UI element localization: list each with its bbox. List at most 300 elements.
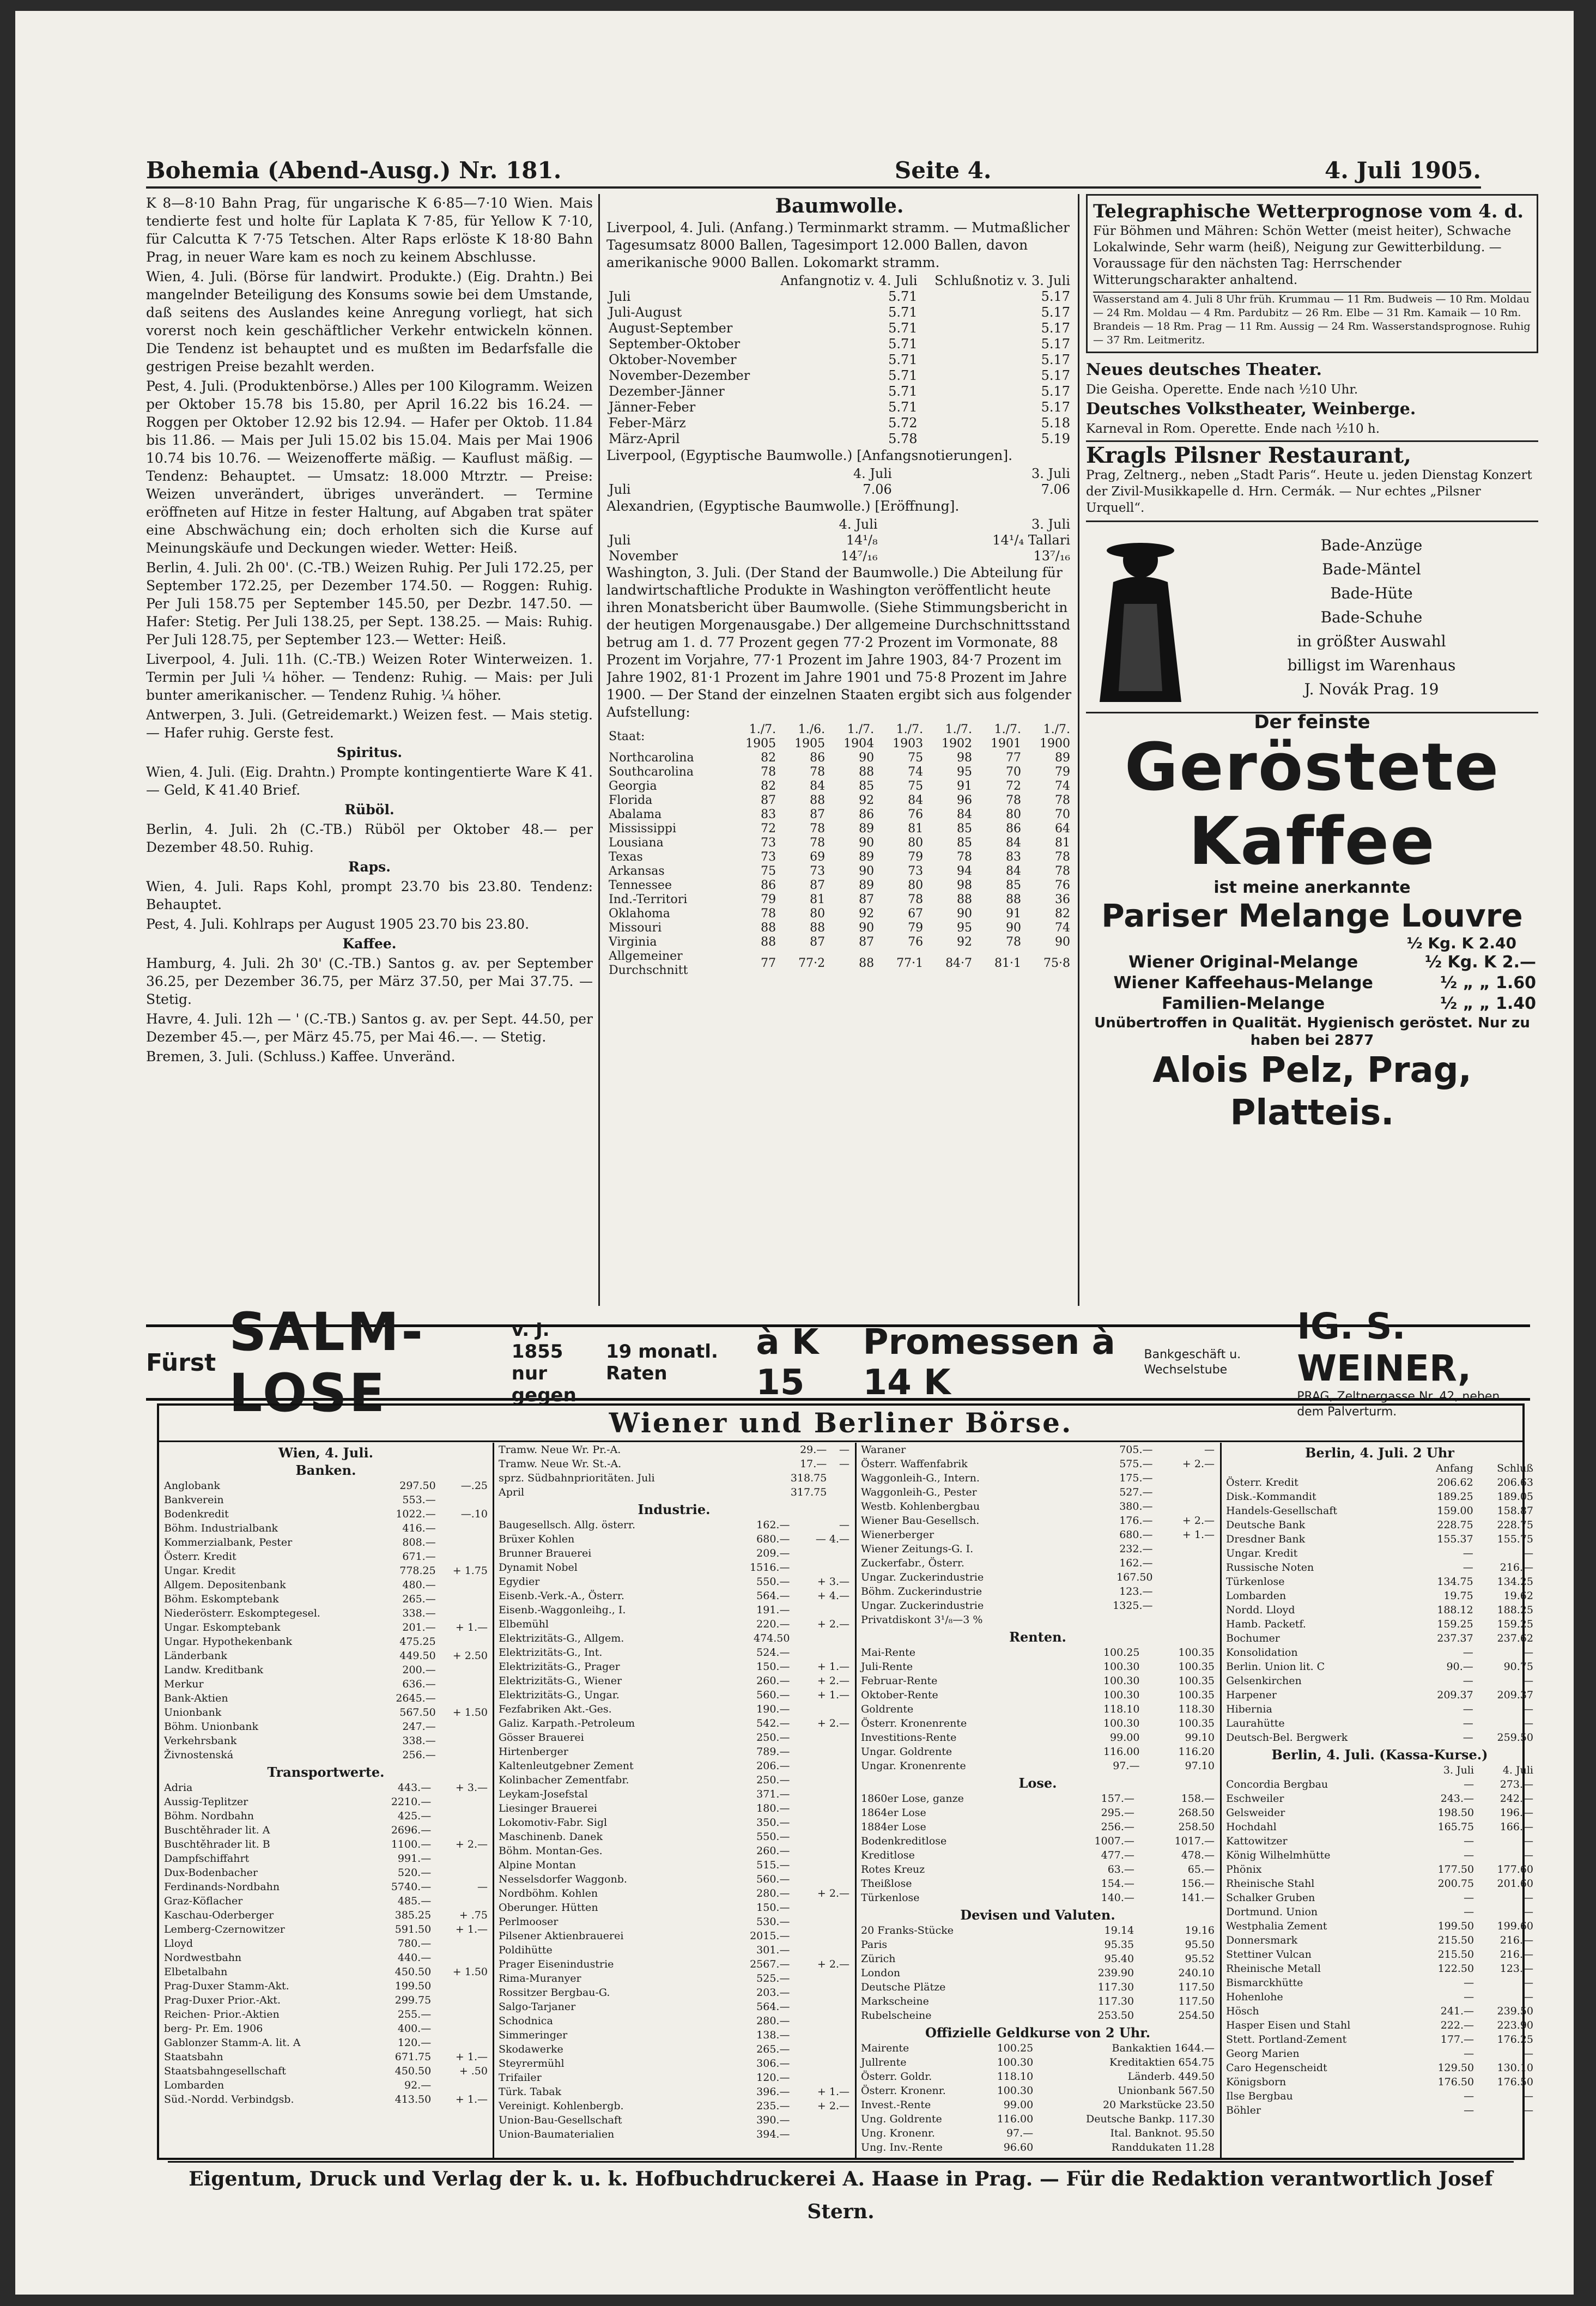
- quote-row-cell: 130.10: [1497, 2062, 1533, 2074]
- quote-row-cell: Elektrizitäts-G., Wiener: [499, 1675, 622, 1687]
- quote-row-cell: + 2.—: [817, 1958, 849, 1970]
- quote-row-cell: —.25: [460, 1480, 488, 1492]
- cotton-row: [606, 352, 1072, 368]
- market-paragraph: Havre, 4. Juli. 12h — ' (C.-TB.) Santos g. av. per Sept. 44.50, per Dezember 45.—, per März 45.75, per Mai 46.—. — Stetig.: [146, 1011, 593, 1045]
- quote-row-cell: —: [1464, 1977, 1474, 1989]
- state-row-cell: 95: [957, 765, 973, 779]
- quote-row-cell: 200.—: [402, 1664, 436, 1676]
- state-row-cell: Texas: [609, 850, 643, 864]
- quote-row: [859, 1702, 1216, 1716]
- state-row-cell: 87: [810, 879, 826, 892]
- quote-row-cell: Rheinische Metall: [1226, 1963, 1321, 1975]
- quote-row-cell: 100.35: [1178, 1717, 1215, 1729]
- quote-row-cell: [791, 2071, 851, 2085]
- quote-row-cell: Bismarckhütte: [1226, 1977, 1303, 1989]
- quote-row-cell: Mairente: [861, 2042, 909, 2054]
- quote-row-cell: 191.—: [756, 1604, 790, 1616]
- quote-row-cell: 100.30: [1103, 1689, 1140, 1701]
- quote-row-cell: Russische Noten: [1226, 1561, 1314, 1573]
- quote-header-row-cell: Schluß: [1497, 1462, 1533, 1474]
- state-row-cell: 72: [761, 822, 776, 836]
- quote-row: [859, 1542, 1216, 1556]
- quote-row: [859, 1806, 1216, 1820]
- quote-row-cell: 416.—: [402, 1522, 436, 1534]
- quote-row: [162, 2007, 489, 2021]
- coffee-small: ist meine anerkannte: [1213, 878, 1411, 897]
- quote-row-cell: Dux-Bodenbacher: [164, 1867, 258, 1879]
- quote-row-cell: 449.50: [399, 1650, 436, 1662]
- quote-row-cell: 240.10: [1178, 1967, 1215, 1979]
- quote-row: [859, 1471, 1216, 1485]
- quote-row: [162, 1734, 489, 1748]
- quote-row-cell: 29.—: [800, 1444, 827, 1456]
- state-row-cell: 86: [859, 808, 875, 821]
- quote-row-cell: [791, 2127, 851, 2141]
- boerse-divider: [855, 1443, 857, 2158]
- quote-row-cell: Stettiner Vulcan: [1226, 1948, 1312, 1960]
- egypt-heading: Liverpool, (Egyptische Baumwolle.) [Anfangsnotierungen].: [606, 447, 1013, 463]
- quote-row: [162, 1521, 489, 1535]
- quote-row-cell: 177.—: [1440, 2033, 1474, 2045]
- quote-row-cell: Böhm. Unionbank: [164, 1721, 258, 1733]
- quote-row-cell: Ungar. Eskomptebank: [164, 1621, 281, 1633]
- cotton-row-cell: 5.18: [1041, 415, 1070, 431]
- quote-row-cell: 95.40: [1104, 1953, 1134, 1965]
- quote-row-cell: 167.50: [1116, 1571, 1153, 1583]
- quote-row-cell: 100.30: [1103, 1661, 1140, 1673]
- quote-row-cell: Dresdner Bank: [1226, 1533, 1306, 1545]
- state-row-cell: 87: [810, 935, 826, 949]
- quote-row: [1224, 1631, 1535, 1645]
- quote-row-cell: [791, 1830, 851, 1844]
- weather-title: Telegraphische Wetterprognose vom 4. d.: [1093, 201, 1524, 222]
- quote-row-cell: [791, 2056, 851, 2071]
- quote-row-cell: 443.—: [397, 1782, 432, 1794]
- quote-row: [162, 1894, 489, 1908]
- state-row-cell: 78: [1006, 935, 1022, 949]
- quote-row-cell: 99.10: [1185, 1732, 1215, 1744]
- quote-row-cell: Adria: [164, 1782, 193, 1794]
- quote-row: [497, 1485, 851, 1499]
- cotton-row: [606, 415, 1072, 431]
- cotton-header-cell: [606, 273, 766, 289]
- quote-row: [1224, 1806, 1535, 1820]
- quote-row-cell: 280.—: [756, 1887, 790, 1899]
- state-row: [606, 794, 1072, 808]
- quote-row-cell: Anglobank: [164, 1480, 220, 1492]
- quote-row-cell: Buschtěhrader lit. B: [164, 1838, 270, 1850]
- quote-row: [497, 1660, 851, 1674]
- quote-row-cell: Waggonleih-G., Pester: [861, 1486, 977, 1498]
- quote-row-cell: Caro Hegenscheidt: [1226, 2062, 1327, 2074]
- quote-row: [497, 2071, 851, 2085]
- quote-row-cell: [791, 1702, 851, 1716]
- state-row-cell: 92: [859, 907, 875, 921]
- egypt-table: [606, 466, 1072, 498]
- quote-row-cell: 134.25: [1497, 1576, 1533, 1588]
- quote-row-cell: Prag-Duxer Stamm-Akt.: [164, 1980, 289, 1992]
- quote-row-cell: Böhm. Zuckerindustrie: [861, 1585, 982, 1597]
- quote-row: [1224, 1791, 1535, 1806]
- state-row-cell: 89: [859, 879, 875, 892]
- quote-row: [859, 1730, 1216, 1745]
- quote-row-cell: 222.—: [1440, 2019, 1474, 2031]
- cotton-row-cell: November-Dezember: [609, 368, 750, 383]
- quote-row-cell: [433, 2007, 489, 2021]
- state-row-cell: 81: [1055, 836, 1070, 850]
- quote-row-cell: 1100.—: [391, 1838, 432, 1850]
- quote-row: [1224, 2089, 1535, 2103]
- quote-row: [497, 2113, 851, 2127]
- state-row-cell: 78: [1055, 794, 1070, 807]
- quote-row: [497, 1730, 851, 1745]
- quote-row: [162, 1578, 489, 1592]
- kragl-title: Kragls Pilsner Restaurant,: [1086, 443, 1412, 468]
- cotton-row-cell: 5.19: [1041, 431, 1070, 446]
- quote-row-cell: sprz. Südbahnprioritäten. Juli: [499, 1472, 655, 1484]
- quote-row-cell: 380.—: [1119, 1500, 1153, 1512]
- quote-row: [1224, 1919, 1535, 1933]
- market-paragraph: Berlin, 4. Juli. 2h (C.-TB.) Rüböl per Oktober 48.— per Dezember 48.50. Ruhig.: [146, 821, 593, 855]
- state-row-cell: Ind.-Territori: [609, 893, 688, 906]
- quote-row-cell: 100.35: [1178, 1675, 1215, 1687]
- alex-row-cell: November: [609, 548, 678, 564]
- egypt-row: [606, 482, 1072, 498]
- quote-row-cell: Bochumer: [1226, 1632, 1280, 1644]
- quote-row-cell: + 4.—: [817, 1590, 849, 1602]
- quote-row-cell: Perlmooser: [499, 1916, 559, 1928]
- quote-row-cell: 92.—: [404, 2079, 432, 2091]
- coffee-melange: Pariser Melange Louvre: [1101, 897, 1523, 934]
- transport-head: Transportwerte.: [267, 1764, 385, 1780]
- quote-row-cell: 1516.—: [750, 1561, 790, 1573]
- boerse-title: Wiener und Berliner Börse.: [159, 1406, 1522, 1442]
- quote-row-cell: 116.20: [1178, 1746, 1215, 1758]
- quote-row-cell: [1155, 1471, 1216, 1485]
- bathing-text: [1205, 534, 1538, 701]
- quote-row-cell: Rima-Muranyer: [499, 1972, 581, 1984]
- coffee-lead: Der feinste: [1254, 711, 1370, 733]
- quote-row-cell: 100.30: [1103, 1717, 1140, 1729]
- cotton-row: [606, 368, 1072, 384]
- state-row-cell: 73: [761, 850, 776, 864]
- quote-row: [497, 1745, 851, 1759]
- quote-row: [162, 1781, 489, 1795]
- quote-row: [497, 1716, 851, 1730]
- market-paragraph: Rüböl.: [344, 802, 395, 818]
- quote-row-cell: 247.—: [402, 1721, 436, 1733]
- quote-row-cell: + 1.—: [455, 2051, 488, 2063]
- boerse-col-rents: [859, 1443, 1216, 2158]
- state-row-cell: Allgemeiner Durchschnitt: [609, 949, 688, 977]
- state-row: [606, 850, 1072, 864]
- state-row-cell: 74: [908, 765, 924, 779]
- quote-row-cell: —: [1463, 1703, 1473, 1715]
- state-row-cell: 76: [908, 935, 924, 949]
- quote-row-cell: 515.—: [756, 1859, 790, 1871]
- quote-row-cell: 176.—: [1119, 1515, 1153, 1527]
- egypt-row-cell: 4. Juli: [853, 466, 892, 481]
- quote-row-cell: Skodawerke: [499, 2043, 563, 2055]
- banner-bank-label: Bankgeschäft u. Wechselstube: [1144, 1348, 1241, 1377]
- quote-row-cell: 206.62: [1437, 1476, 1473, 1488]
- quote-row-cell: [791, 1773, 851, 1787]
- state-row-cell: 80: [1006, 808, 1022, 821]
- column-ads: [1086, 194, 1538, 1306]
- quote-row-cell: 209.37: [1437, 1689, 1473, 1701]
- quote-row: [162, 1606, 489, 1620]
- quote-row-cell: 564.—: [756, 2001, 790, 2013]
- quote-row-cell: [433, 1795, 489, 1809]
- quote-row-cell: —: [1523, 1849, 1533, 1861]
- lots-table: [859, 1791, 1216, 1905]
- quote-row-cell: 100.25: [1103, 1647, 1140, 1659]
- quote-row-cell: 196.—: [1500, 1807, 1533, 1819]
- quote-row-cell: 440.—: [397, 1952, 432, 1964]
- quote-row-cell: Theißlose: [861, 1878, 912, 1890]
- quote-row: [162, 1951, 489, 1965]
- quote-row-cell: —: [839, 1444, 849, 1456]
- quote-row-cell: Dortmund. Union: [1226, 1906, 1318, 1918]
- quote-row-cell: 118.30: [1178, 1703, 1215, 1715]
- quote-row-cell: 155.37: [1437, 1533, 1473, 1545]
- quote-row-cell: [1155, 1485, 1216, 1499]
- state-row-cell: 90: [859, 836, 875, 850]
- quote-row-cell: Hibernia: [1226, 1703, 1272, 1715]
- quote-row-cell: [433, 2078, 489, 2092]
- quote-row: [1224, 1490, 1535, 1504]
- quote-row-cell: Laurahütte: [1226, 1717, 1285, 1729]
- state-row-cell: 88: [761, 935, 776, 949]
- quote-row-cell: + 2.—: [817, 1618, 849, 1630]
- alex-row-cell: 4. Juli: [839, 517, 878, 532]
- quote-row-cell: 159.25: [1437, 1618, 1473, 1630]
- alex-heading: Alexandrien, (Egyptische Baumwolle.) [Eröffnung].: [606, 498, 960, 514]
- quote-row-cell: 255.—: [397, 2008, 432, 2020]
- quote-row-cell: + 2.—: [817, 2100, 849, 2112]
- state-header-row-cell: 1./7. 1903: [893, 723, 924, 750]
- banner-year: v. J. 1855: [511, 1319, 563, 1363]
- quote-row-cell: + 2.—: [1182, 1458, 1215, 1470]
- quote-row-cell: —: [1464, 1991, 1474, 2003]
- quote-row-cell: 166.—: [1500, 1821, 1533, 1833]
- quote-row-cell: 118.10: [1103, 1703, 1140, 1715]
- quote-row-cell: Königsborn: [1226, 2076, 1286, 2088]
- state-row-cell: 74: [1055, 921, 1070, 935]
- quote-row: [1224, 1730, 1535, 1745]
- quote-row-cell: 201.—: [402, 1621, 436, 1633]
- state-row-cell: Southcarolina: [609, 765, 694, 779]
- egypt-row: [606, 466, 1072, 482]
- state-header-row-cell: 1./6. 1905: [794, 723, 826, 750]
- quote-row: [859, 1528, 1216, 1542]
- quote-row-cell: —: [1523, 2048, 1533, 2060]
- cotton-row-cell: 5.71: [888, 320, 918, 336]
- quote-row-cell: 413.50: [395, 2093, 432, 2105]
- quote-row-cell: 525.—: [756, 1972, 790, 1984]
- quote-row-cell: 100.25: [997, 2042, 1034, 2054]
- quote-row-cell: 780.—: [397, 1938, 432, 1950]
- quote-row-cell: [791, 1901, 851, 1915]
- quote-row-cell: Vereinigt. Kohlenbergb.: [499, 2100, 624, 2112]
- quote-row-cell: Eisenb.-Waggonleihg., I.: [499, 1604, 626, 1616]
- quote-row-cell: Wiener Zeitungs-G. I.: [861, 1543, 974, 1555]
- quote-row-cell: 216.—: [1500, 1561, 1533, 1573]
- alex-row-cell: 14¹/₈: [846, 532, 878, 548]
- quote-row-cell: + 1.50: [452, 1706, 488, 1718]
- boerse-divider: [1220, 1443, 1222, 2158]
- quote-row-cell: Brüxer Kohlen: [499, 1533, 575, 1545]
- egypt-row-cell: 7.06: [1041, 482, 1070, 497]
- quote-row: [1224, 1475, 1535, 1490]
- quote-row: [859, 2140, 1216, 2154]
- quote-row-cell: 216.—: [1500, 1934, 1533, 1946]
- quote-row-cell: Österr. Goldr.: [861, 2071, 932, 2083]
- quote-row: [162, 1866, 489, 1880]
- state-row-cell: 87: [810, 808, 826, 821]
- misc-table: [859, 1443, 1216, 1627]
- cotton-row-cell: 5.17: [1041, 305, 1070, 320]
- quote-row-cell: Rubelscheine: [861, 2010, 932, 2021]
- quote-row: [1224, 1589, 1535, 1603]
- quote-row-cell: [1155, 1542, 1216, 1556]
- quote-row: [859, 1820, 1216, 1834]
- quote-row: [497, 2042, 851, 2056]
- quote-row-cell: 450.50: [395, 1966, 432, 1978]
- quote-row: [1224, 2004, 1535, 2018]
- state-header-row-cell: Staat:: [609, 730, 645, 743]
- market-paragraph: Liverpool, 4. Juli. 11h. (C.-TB.) Weizen Roter Winterweizen. 1. Termin per Juli ¼ höher. — Tendenz: Ruhig. — Mais: per Juli bunter amerikanischer. — Tendenz Ruhig. ¼ höher.: [146, 651, 593, 703]
- quote-row: [859, 1791, 1216, 1806]
- quote-row: [497, 1971, 851, 1986]
- quote-row-cell: 250.—: [756, 1732, 790, 1744]
- state-row-cell: 88: [761, 921, 776, 935]
- quote-row: [497, 1915, 851, 1929]
- quote-row-cell: Österr. Kronenr.: [861, 2085, 946, 2097]
- state-row-cell: 87: [859, 893, 875, 906]
- quote-row: [1224, 1603, 1535, 1617]
- state-row-cell: 91: [957, 779, 973, 793]
- quote-row: [497, 1471, 851, 1485]
- quote-row-cell: [791, 2014, 851, 2028]
- quote-row-cell: 176.50: [1497, 2076, 1533, 2088]
- state-row-cell: 85: [957, 822, 973, 836]
- cotton-table: [606, 273, 1072, 447]
- quote-row-cell: Länderb. 449.50: [1127, 2071, 1215, 2083]
- quote-row: [859, 1688, 1216, 1702]
- cotton-row-cell: 5.17: [1041, 352, 1070, 367]
- quote-row-cell: 550.—: [756, 1831, 790, 1843]
- state-row-cell: 88: [859, 765, 875, 779]
- market-paragraph: Wien, 4. Juli. (Börse für landwirt. Produkte.) (Eig. Drahtn.) Bei mangelnder Beteiligung des Konsums sowie bei dem Umstande, daß seitens des Auslandes keine Anregung vorliegt, hat sich vorerst noch kein geschäftlicher Verkehr entwickeln können. Die Tendenz ist behauptet und es mußten im Bedarfsfalle die gestrigen Preise bezahlt werden.: [146, 269, 593, 374]
- cotton-header-row: [606, 273, 1072, 289]
- quote-row-cell: —: [1523, 1647, 1533, 1659]
- state-row-cell: 78: [1055, 864, 1070, 878]
- quote-row-cell: Elektrizitäts-G., Prager: [499, 1661, 620, 1673]
- quote-row-cell: Invest.-Rente: [861, 2099, 931, 2111]
- quote-row: [859, 1952, 1216, 1966]
- quote-row-cell: 1860er Lose, ganze: [861, 1793, 964, 1805]
- quote-row-cell: 177.60: [1497, 1863, 1533, 1875]
- quote-row-cell: Deutsche Plätze: [861, 1981, 946, 1993]
- quote-row-cell: 157.—: [1101, 1793, 1134, 1805]
- quote-row-cell: 273.—: [1500, 1778, 1533, 1790]
- quote-row-cell: 237.37: [1437, 1632, 1473, 1644]
- quote-row-cell: 705.—: [1119, 1444, 1153, 1456]
- state-row-cell: 75: [908, 751, 924, 765]
- state-row-cell: 89: [859, 822, 875, 836]
- state-row-cell: 90: [859, 921, 875, 935]
- quote-row-cell: 116.00: [997, 2113, 1034, 2125]
- quote-row-cell: —: [1464, 1835, 1474, 1847]
- berlin-head: Berlin, 4. Juli. 2 Uhr: [1305, 1445, 1454, 1461]
- quote-row: [859, 1923, 1216, 1938]
- header-center: Seite 4.: [894, 156, 992, 184]
- state-row-cell: 85: [1006, 879, 1022, 892]
- quote-row: [162, 1936, 489, 1951]
- state-row-cell: 86: [1006, 822, 1022, 836]
- quote-row-cell: 138.—: [756, 2029, 790, 2041]
- banner-address: PRAG, Zeltnergasse Nr. 42, neben dem Palverturm.: [1297, 1390, 1500, 1419]
- quote-row-cell: 1325.—: [1113, 1600, 1153, 1612]
- state-row-cell: 79: [908, 850, 924, 864]
- quote-row-cell: —: [1464, 1778, 1474, 1790]
- quote-row-cell: —: [1464, 1849, 1474, 1861]
- state-row-cell: 78: [810, 822, 826, 836]
- quote-header-row-cell: 3. Juli: [1443, 1764, 1474, 1776]
- state-row-cell: 78: [1006, 794, 1022, 807]
- quote-row-cell: —: [1464, 2104, 1474, 2116]
- quote-row: [1224, 1660, 1535, 1674]
- quote-row: [497, 1773, 851, 1787]
- quote-row: [859, 1514, 1216, 1528]
- state-row-cell: 83: [761, 808, 776, 821]
- quote-row-cell: 97.—: [1113, 1760, 1140, 1772]
- cotton-row: [606, 431, 1072, 447]
- quote-row-cell: Türkenlose: [1226, 1576, 1285, 1588]
- quote-row-cell: 530.—: [756, 1916, 790, 1928]
- quote-row-cell: 520.—: [397, 1867, 432, 1879]
- state-row-cell: 73: [761, 836, 776, 850]
- coffee-price-row-cell: Wiener Original-Melange: [1128, 953, 1358, 972]
- quote-row: [859, 1499, 1216, 1514]
- quote-row-cell: 117.50: [1178, 1981, 1215, 1993]
- quote-row: [497, 1589, 851, 1603]
- quote-row-cell: 159.00: [1437, 1505, 1473, 1517]
- state-row-cell: 87: [859, 935, 875, 949]
- imprint-footer: Eigentum, Druck und Verlag der k. u. k. Hofbuchdruckerei A. Haase in Prag. — Für die Redaktion verantwortlich Josef Stern.: [168, 2161, 1514, 2195]
- quote-row-cell: Gösser Brauerei: [499, 1732, 584, 1744]
- cotton-row-cell: März-April: [609, 431, 680, 446]
- quote-row: [859, 1599, 1216, 1613]
- state-row-cell: 89: [859, 850, 875, 864]
- state-row-cell: 72: [1006, 779, 1022, 793]
- quote-row-cell: [1079, 1613, 1154, 1627]
- tramway-table: [497, 1443, 851, 1499]
- state-row-cell: 88: [810, 921, 826, 935]
- industry-table: [497, 1518, 851, 2141]
- quote-row-cell: Egydier: [499, 1576, 540, 1588]
- state-row-cell: 90: [859, 864, 875, 878]
- quote-row: [162, 1691, 489, 1705]
- quote-row-cell: Salgo-Tarjaner: [499, 2001, 576, 2013]
- quote-row-cell: Oktober-Rente: [861, 1689, 938, 1701]
- quote-row: [162, 1677, 489, 1691]
- quote-row: [497, 1457, 851, 1471]
- state-row-cell: 82: [761, 779, 776, 793]
- quote-row-cell: 671.75: [395, 2051, 432, 2063]
- boerse-col-industry: [497, 1443, 851, 2158]
